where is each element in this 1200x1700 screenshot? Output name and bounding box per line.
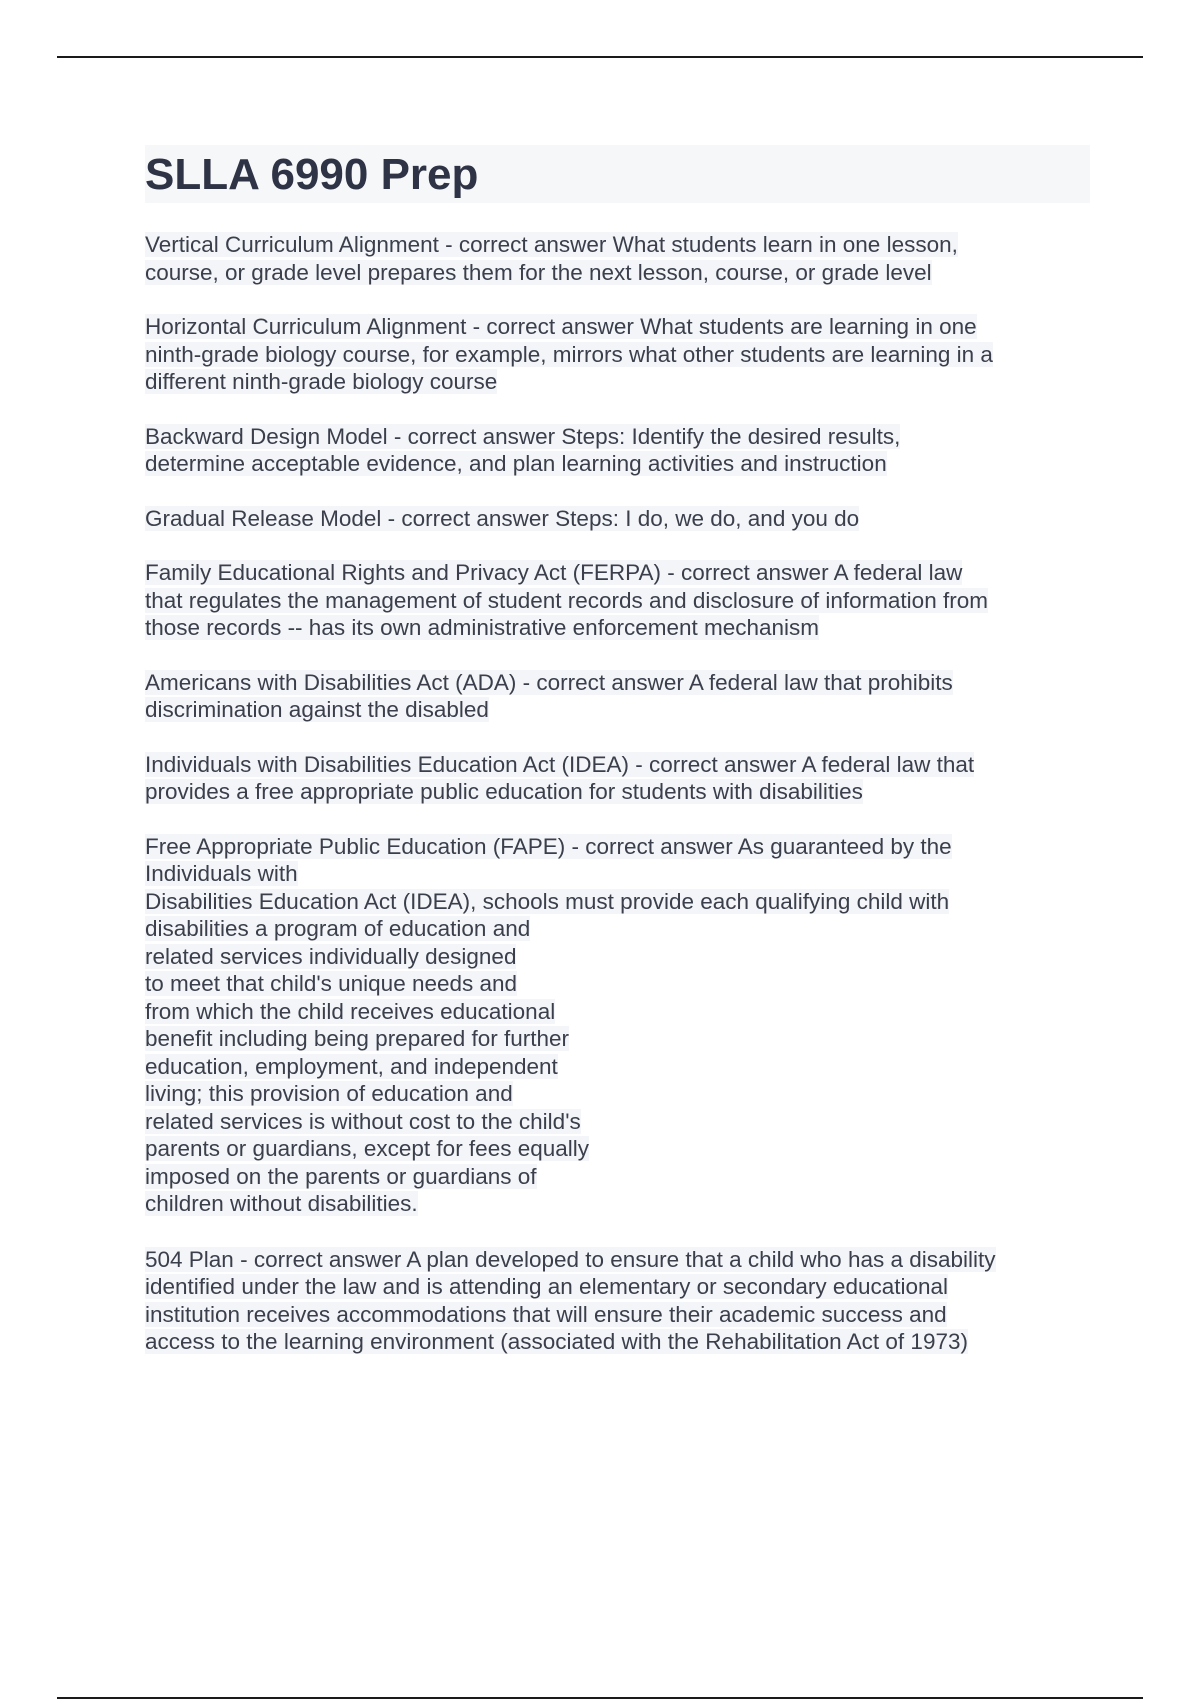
entry-text: 504 Plan - correct answer A plan developed to ensure that a child who has a disability identified under the law and is attending an elementary or secondary educational institution receives accommodations that will ensure their academic success and access to the learning environment (associated with the Rehabilitation Act of 1973): [145, 1246, 996, 1354]
page-bottom-rule: [57, 1697, 1143, 1699]
entry-text: Individuals with Disabilities Education Act (IDEA) - correct answer A federal law that provides a free appropriate public education for students with disabilities: [145, 751, 975, 804]
entry-fape: [145, 833, 1090, 1218]
document-body: [145, 145, 1090, 1383]
entry-ferpa: [145, 559, 1090, 642]
page-title: SLLA 6990 Prep: [145, 145, 1090, 203]
entry-text: Americans with Disabilities Act (ADA) - correct answer A federal law that prohibits discrimination against the disabled: [145, 669, 953, 722]
entry-text: Free Appropriate Public Education (FAPE) - correct answer As guaranteed by the Individuals with Disabilities Education Act (IDEA), schools must provide each qualifying child with disabilities a program of education and related services individually designed to meet that child's unique needs and from which the child receives educational benefit including being prepared for further education, employment, and independent living; this provision of education and related services is without cost to the child's parents or guardians, except for fees equally imposed on the parents or guardians of children without disabilities.: [145, 833, 952, 1216]
entry-ada: [145, 669, 1090, 724]
entry-backward-design-model: [145, 423, 1090, 478]
entry-vertical-curriculum-alignment: [145, 231, 1090, 286]
entry-text: Backward Design Model - correct answer Steps: Identify the desired results, determine acceptable evidence, and plan learning activities and instruction: [145, 423, 901, 476]
entry-text: Horizontal Curriculum Alignment - correct answer What students are learning in one ninth-grade biology course, for example, mirrors what other students are learning in a different ninth-grade biology course: [145, 314, 993, 394]
page-top-rule: [57, 56, 1143, 58]
entry-horizontal-curriculum-alignment: [145, 313, 1090, 396]
entry-gradual-release-model: [145, 505, 1090, 533]
entry-text: Gradual Release Model - correct answer Steps: I do, we do, and you do: [145, 505, 860, 531]
entry-text: Vertical Curriculum Alignment - correct answer What students learn in one lesson, course, or grade level prepares them for the next lesson, course, or grade level: [145, 232, 958, 285]
entry-idea: [145, 751, 1090, 806]
entry-504-plan: [145, 1246, 1090, 1356]
entry-text: Family Educational Rights and Privacy Act (FERPA) - correct answer A federal law that regulates the management of student records and disclosure of information from those records -- has its own administrative enforcement mechanism: [145, 560, 988, 640]
